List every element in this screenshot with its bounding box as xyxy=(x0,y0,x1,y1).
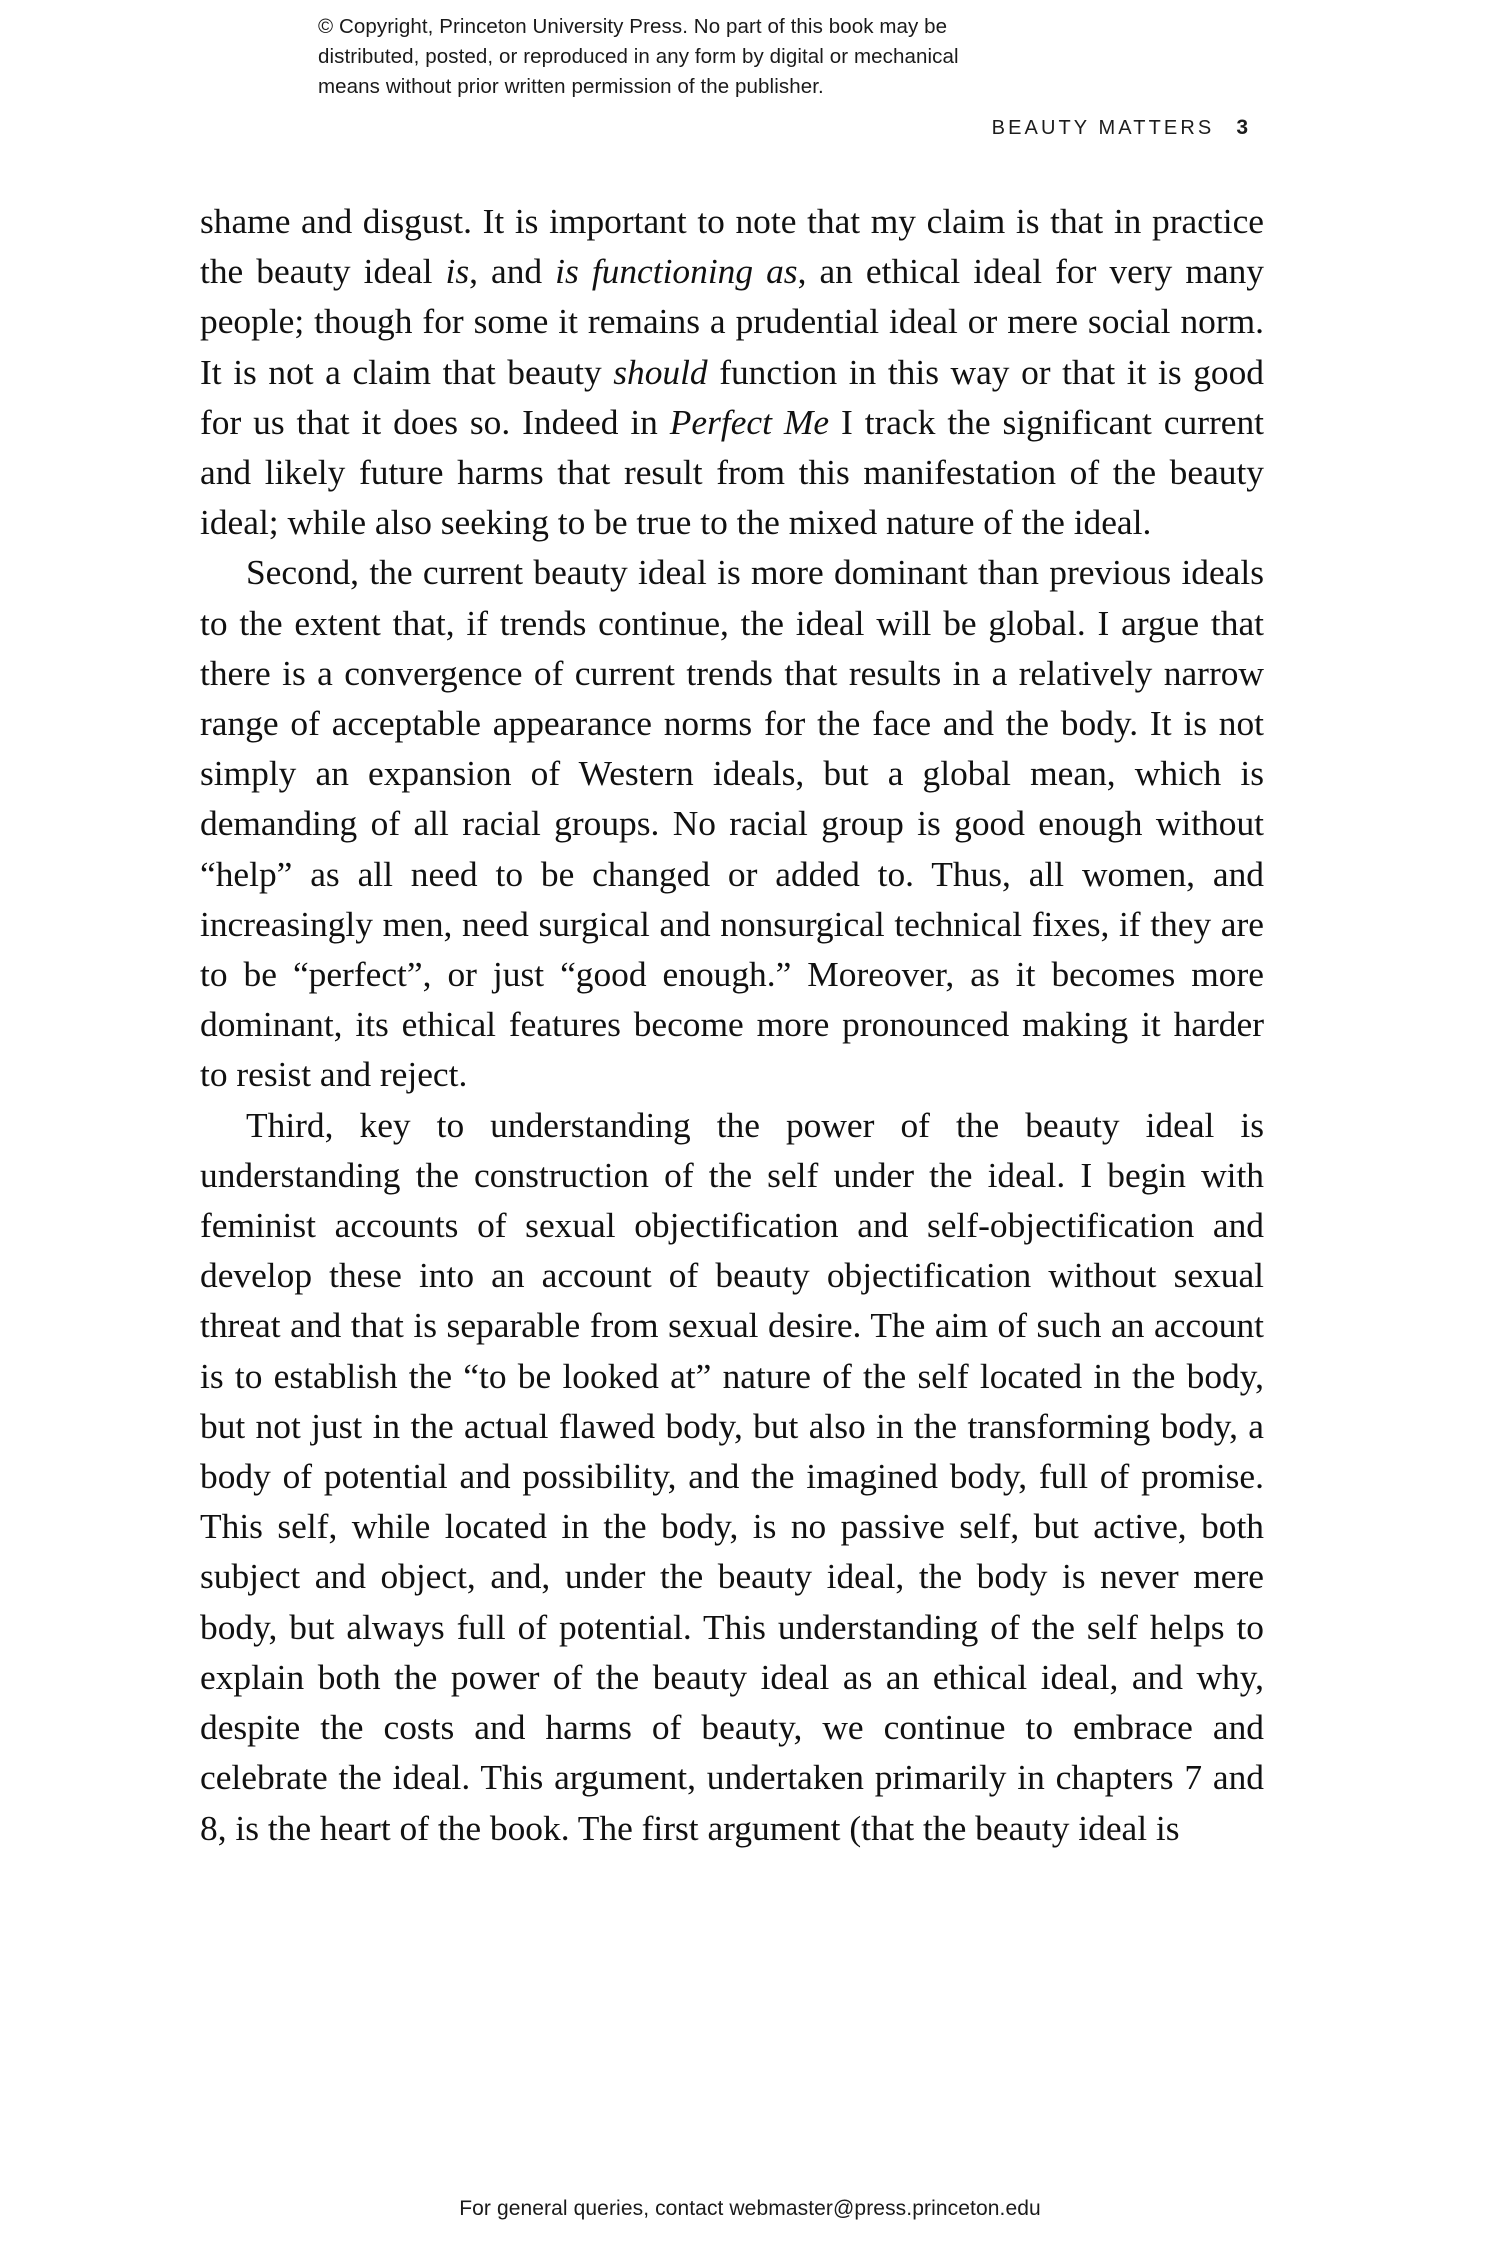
copyright-notice-line-3: means without prior written permission of the publisher. xyxy=(318,75,824,99)
copyright-notice-line-1: © Copyright, Princeton University Press. No part of this book may be xyxy=(318,15,948,38)
page-number: 3 xyxy=(1236,116,1248,139)
running-head xyxy=(992,116,1248,140)
copyright-notice-line-2: distributed, posted, or reproduced in any form by digital or mechanical xyxy=(318,45,959,69)
paragraph-1: shame and disgust. It is important to note that my claim is that in practice the beauty ideal is, and is functioning as, an ethical ideal for very many people; though for some it remains a prudential ideal or mere social norm. It is not a claim that beauty should function in this way or that it is good for us that it does so. Indeed in Perfect Me I track the significant current and likely future harms that result from this manifestation of the beauty ideal; while also seeking to be true to the mixed nature of the ideal. xyxy=(200,201,1265,543)
body-text-column xyxy=(200,196,1264,1853)
page-footer: For general queries, contact webmaster@press.princeton.edu xyxy=(459,2197,1041,2220)
running-head-title: BEAUTY MATTERS xyxy=(991,117,1215,139)
copyright-notice xyxy=(318,12,1178,102)
paragraph-2: Second, the current beauty ideal is more dominant than previous ideals to the extent that, if trends continue, the ideal will be global. I argue that there is a convergence of current trends that results in a relatively narrow range of acceptable appearance norms for the face and the body. It is not simply an expansion of Western ideals, but a global mean, which is demanding of all racial groups. No racial group is good enough without “help” as all need to be changed or added to. Thus, all women, and increasingly men, need surgical and nonsurgical technical fixes, if they are to be “perfect”, or just “good enough.” Moreover, as it becomes more dominant, its ethical features become more pronounced making it harder to resist and reject. xyxy=(200,552,1264,1095)
paragraph-3: Third, key to understanding the power of the beauty ideal is understanding the construction of the self under the ideal. I begin with feminist accounts of sexual objectification and self-objectification and develop these into an account of beauty objectification without sexual threat and that is separable from sexual desire. The aim of such an account is to establish the “to be looked at” nature of the self located in the body, but not just in the actual flawed body, but also in the transforming body, a body of potential and possibility, and the imagined body, full of promise. This self, while located in the body, is no passive self, but active, both subject and object, and, under the beauty ideal, the body is never mere body, but always full of potential. This understanding of the self helps to explain both the power of the beauty ideal as an ethical ideal, and why, despite the costs and harms of beauty, we continue to embrace and celebrate the ideal. This argument, undertaken primarily in chapters 7 and 8, is the heart of the book. The first argument (that the beauty ideal is xyxy=(200,1104,1264,1848)
